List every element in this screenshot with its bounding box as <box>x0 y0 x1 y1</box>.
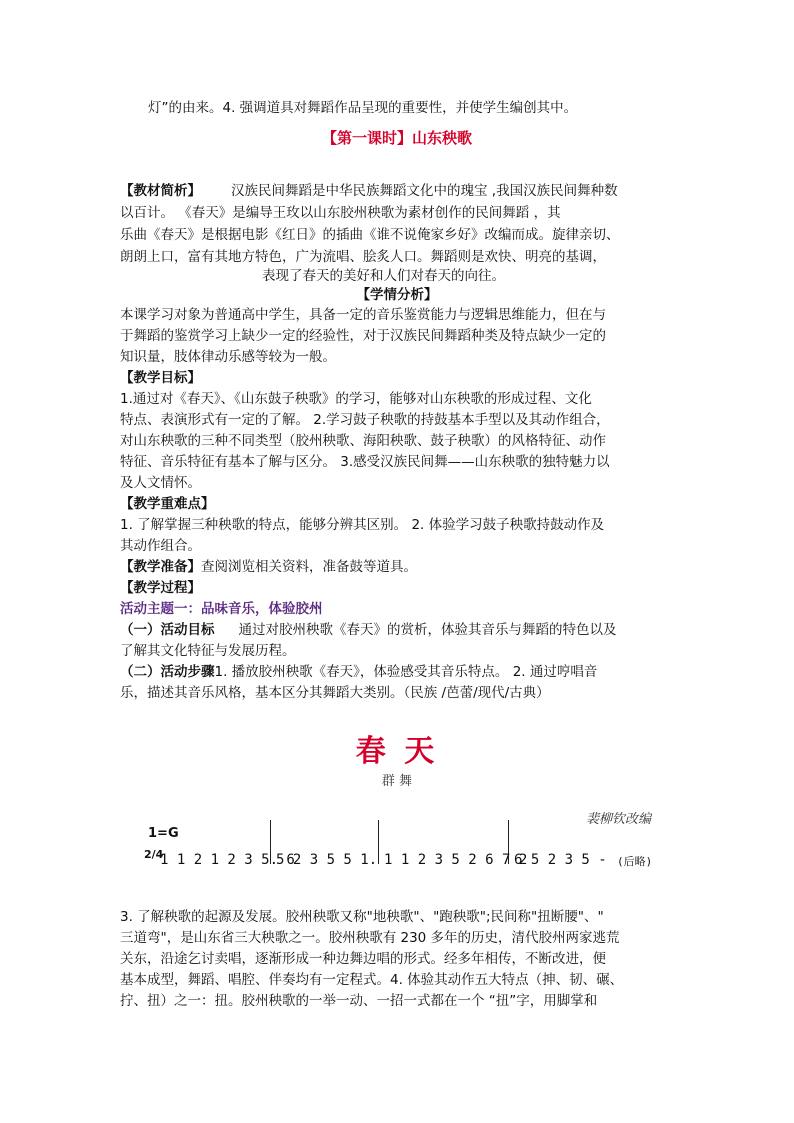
activity1-goal-label: （一）活动目标 <box>120 622 215 638</box>
score-ending: (后略) <box>617 855 653 868</box>
after-line-2: 三道弯"，是山东省三大秧歌之一。胶州秧歌有 230 多年的历史，清代胶州两家逃荒 <box>120 930 620 946</box>
bar-line <box>378 820 379 864</box>
activity1-steps-text-1: 1. 播放胶州秧歌《春天》，体验感受其音乐特点。 2. 通过哼唱音 <box>214 664 598 680</box>
activity1-steps-line-2: 乐，描述其音乐风格，基本区分其舞蹈大类别。（民族 /芭蕾/现代/古典） <box>120 685 550 701</box>
goals-label: 【教学目标】 <box>120 370 201 386</box>
after-line-1: 3. 了解秧歌的起源及发展。胶州秧歌又称"地秧歌"、"跑秧歌";民间称"扭断腰"、" <box>120 909 604 925</box>
goals-line-2: 特点、表演形式有一定的了解。 2.学习鼓子秧歌的持鼓基本手型以及其动作组合， <box>120 412 610 428</box>
activity1-steps-label: （二）活动步骤 <box>120 664 215 680</box>
after-line-4: 基本成型，舞蹈、唱腔、伴奏均有一定程式。4. 体验其动作五大特点（抻、韧、碾、 <box>120 972 624 988</box>
learner-line-1: 本课学习对象为普通高中学生，具备一定的音乐鉴赏能力与逻辑思维能力，但在与 <box>120 307 606 323</box>
textbook-line-4: 朗朗上口，富有其地方特色，广为流唱、脍炙人口。舞蹈则是欢快、明亮的基调， <box>120 249 606 265</box>
score-meter: 2/4 <box>144 848 164 861</box>
lesson-title: 【第一课时】山东秧歌 <box>321 129 472 147</box>
score-bar-2: 5 2 3 5 5 1. <box>276 852 378 868</box>
score-title: 春 天 <box>355 734 439 769</box>
prep-line <box>120 557 680 577</box>
after-line-5: 拧、扭）之一：扭。胶州秧歌的一举一动、一招一式都在一个 “扭”字，用脚掌和 <box>120 993 598 1009</box>
prep-text: 查阅浏览相关资料，准备鼓等道具。 <box>201 559 417 575</box>
goals-line-1: 1.通过对《春天》、《山东鼓子秧歌》的学习，能够对山东秧歌的形成过程、文化 <box>120 391 592 407</box>
score-key: 1=G <box>148 826 179 841</box>
activity1-goal-line-2: 了解其文化特征与发展历程。 <box>120 643 296 659</box>
goals-line-3: 对山东秧歌的三种不同类型（胶州秧歌、海阳秧歌、鼓子秧歌）的风格特征、动作 <box>120 433 606 449</box>
activity1-goal-line-1 <box>120 620 680 640</box>
after-line-3: 关东，沿途乞讨卖唱，逐渐形成一种边舞边唱的形式。经多年相传，不断改进，便 <box>120 951 606 967</box>
textbook-line-2: 以百计。 《春天》是编导王玫以山东胶州秧歌为素材创作的民间舞蹈 ，其 <box>120 205 561 221</box>
score-subtitle: 群 舞 <box>381 774 413 789</box>
score-bar-1: 1 1 2 1 2 3 5. 6 <box>160 852 295 868</box>
goals-line-5: 及人文情怀。 <box>120 475 201 491</box>
learner-label: 【学情分析】 <box>356 287 438 303</box>
textbook-text-1: 汉族民间舞蹈是中华民族舞蹈文化中的瑰宝 ,我国汉族民间舞种数 <box>231 183 618 199</box>
learner-line-2: 于舞蹈的鉴赏学习上缺少一定的经验性，对于汉族民间舞蹈种类及特点缺少一定的 <box>120 328 606 344</box>
textbook-line-5: 表现了春天的美好和人们对春天的向往。 <box>262 268 505 284</box>
process-label: 【教学过程】 <box>120 580 201 596</box>
textbook-label: 【教材简析】 <box>120 183 201 199</box>
intro-line: 灯”的由来。4. 强调道具对舞蹈作品呈现的重要性，并使学生编创其中。 <box>148 100 578 116</box>
score-bar-3: 1 1 2 3 5 2 6 7 2 <box>384 852 528 868</box>
score-bar-4: 6 5 2 3 5 - <box>514 852 607 868</box>
prep-label: 【教学准备】 <box>120 559 201 575</box>
activity1-goal-text-1: 通过对胶州秧歌《春天》的赏析，体验其音乐与舞蹈的特色以及 <box>238 622 617 638</box>
learner-line-3: 知识量，肢体律动乐感等较为一般。 <box>120 349 336 365</box>
textbook-line-1 <box>120 181 680 201</box>
keypoints-line-1: 1. 了解掌握三种秧歌的特点，能够分辨其区别。 2. 体验学习鼓子秧歌持鼓动作及 <box>120 517 605 533</box>
activity1-theme: 活动主题一：品味音乐，体验胶州 <box>120 601 323 617</box>
activity1-steps-line-1 <box>120 662 680 682</box>
keypoints-label: 【教学重难点】 <box>120 496 215 512</box>
score-arranger: 裴柳钦改编 <box>586 812 652 827</box>
textbook-line-3: 乐曲《春天》是根据电影《红日》的插曲《谁不说俺家乡好》改编而成。旋律亲切、 <box>120 227 620 243</box>
goals-line-4: 特征、音乐特征有基本了解与区分。 3.感受汉族民间舞——山东秧歌的独特魅力以 <box>120 454 610 470</box>
keypoints-line-2: 其动作组合。 <box>120 538 201 554</box>
